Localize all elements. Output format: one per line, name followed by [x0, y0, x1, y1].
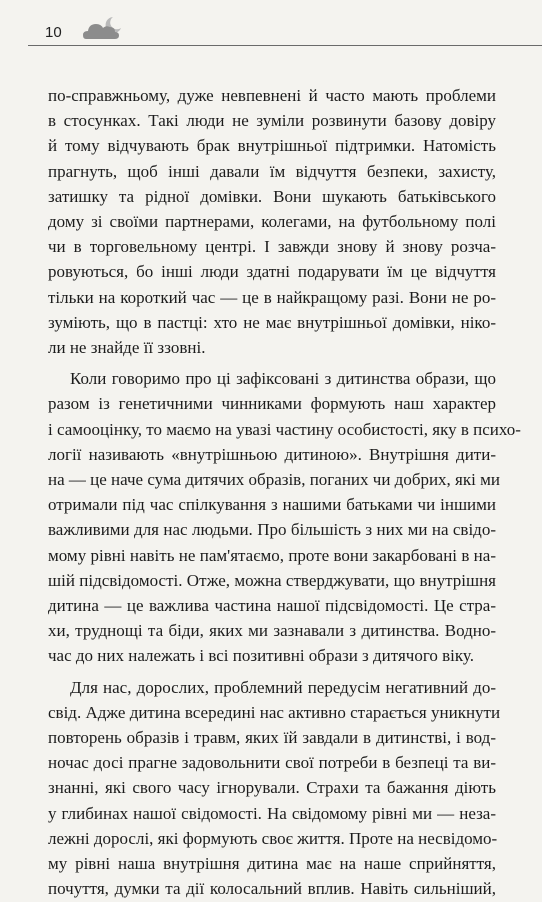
cloud-moon-icon	[80, 13, 130, 43]
text-line: дитина — це важлива частина нашої підсвідомості. Це стра-	[48, 596, 496, 616]
text-line: почуття, думки та дії колосальний вплив. Навіть сильніший,	[48, 879, 496, 899]
text-line: чи в торговельному центрі. І завжди знову й знову розча-	[48, 237, 496, 257]
text-line: шій підсвідомості. Отже, можна стверджувати, що внутрішня	[48, 570, 496, 590]
text-line: й тому відчувають брак внутрішньої підтримки. Натомість	[48, 136, 496, 156]
text-line: дому зі своїми партнерами, колегами, на футбольному полі	[48, 212, 496, 232]
text-line: час до них належать і всі позитивні образи з дитячого віку.	[48, 646, 474, 666]
text-line: ночас досі прагне задовольнити свої потреби в безпеці та ви-	[48, 753, 496, 773]
body-text	[48, 83, 521, 902]
text-line: у глибинах нашої свідомості. На свідомому рівні ми — неза-	[48, 803, 496, 823]
text-line: прагнуть, щоб інші давали їм відчуття безпеки, захисту,	[48, 161, 496, 181]
text-line: на — це наче сума дитячих образів, поганих чи добрих, які ми	[48, 470, 500, 490]
page-number: 10	[45, 24, 62, 41]
text-line: в стосунках. Такі люди не зуміли розвинути базову довіру	[48, 111, 496, 131]
text-line: разом із генетичними чинниками формують наш характер	[48, 394, 496, 414]
paragraph	[48, 675, 501, 902]
header-rule	[28, 45, 542, 46]
text-line: по-справжньому, дуже невпевнені й часто мають проблеми	[48, 86, 496, 105]
text-line: зуміють, що в пастці: хто не має внутрішньої домівки, ніко-	[48, 312, 496, 332]
paragraph	[48, 83, 496, 360]
text-line: мому рівні навіть не пам'ятаємо, проте вони закарбовані в на-	[48, 545, 496, 565]
page-header	[0, 0, 542, 52]
text-line: і самооцінку, то маємо на увазі частину особистості, яку в психо-	[48, 419, 521, 439]
text-line: отримали під час спілкування з нашими батьками чи іншими	[48, 495, 496, 515]
text-line: затишку та рідної домівки. Вони шукають батьківського	[48, 186, 496, 206]
text-line: знанні, які свого часу ігнорували. Страхи та бажання діють	[48, 778, 496, 798]
text-line: ли не знайде її ззовні.	[48, 338, 206, 358]
text-line: Коли говоримо про ці зафіксовані з дитинства образи, що	[70, 369, 496, 389]
text-line: повторень образів і травм, яких їй завдали в дитинстві, і вод-	[48, 728, 496, 748]
text-line: ровуються, бо інші люди здатні подарувати їм це відчуття	[48, 262, 496, 282]
text-line: му рівні наша внутрішня дитина має на наше сприйняття,	[48, 854, 496, 874]
text-line: свід. Адже дитина всередині нас активно старається уникнути	[48, 702, 501, 722]
text-line: логії називають «внутрішньою дитиною». Внутрішня дити-	[48, 444, 496, 464]
text-line: Для нас, дорослих, проблемний передусім негативний до-	[70, 677, 496, 697]
text-line: хи, труднощі та біди, яких ми зазнавали з дитинства. Водно-	[48, 621, 496, 641]
paragraph	[48, 366, 521, 668]
text-line: лежні дорослі, які формують своє життя. Проте на несвідомо-	[48, 828, 498, 848]
text-line: важливими для нас людьми. Про більшість з них ми на свідо-	[48, 520, 496, 540]
text-line: тільки на короткий час — це в найкращому разі. Вони не ро-	[48, 287, 496, 307]
